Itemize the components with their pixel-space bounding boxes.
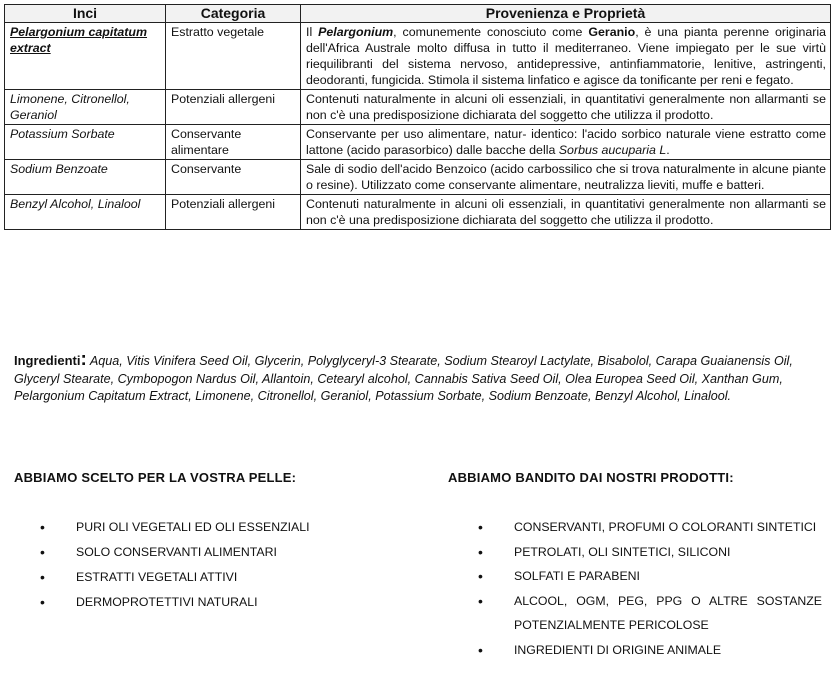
banned-title: ABBIAMO BANDITO DAI NOSTRI PRODOTTI:	[448, 470, 734, 485]
category: Estratto vegetale	[166, 23, 301, 90]
list-item	[40, 565, 400, 590]
bullet-icon: •	[478, 568, 483, 584]
list-item	[478, 589, 822, 638]
category: Potenziali allergeni	[166, 195, 301, 230]
inci-name: Benzyl Alcohol, Linalool	[5, 195, 166, 230]
list-item-text: PETROLATI, OLI SINTETICI, SILICONI	[514, 544, 731, 559]
description-emphasis: Pelargonium	[318, 25, 394, 39]
bullet-icon: •	[478, 543, 483, 560]
list-item	[478, 638, 822, 663]
inci-table	[4, 4, 831, 230]
list-item-text: SOLO CONSERVANTI ALIMENTARI	[76, 545, 277, 559]
bullet-icon: •	[478, 641, 483, 658]
list-item	[478, 540, 822, 565]
bullet-icon: •	[40, 544, 45, 560]
ingredients-paragraph	[14, 351, 822, 406]
category: Conservante alimentare	[166, 125, 301, 160]
category: Potenziali allergeni	[166, 90, 301, 125]
list-item-text: SOLFATI E PARABENI	[514, 569, 640, 583]
table-row	[5, 23, 831, 90]
header-categoria: Categoria	[166, 5, 301, 23]
list-item	[40, 590, 400, 615]
list-item-text: INGREDIENTI DI ORIGINE ANIMALE	[514, 642, 722, 657]
description: Contenuti naturalmente in alcuni oli essenziali, in quantitativi generalmente non allarmanti se non c'è una predisposizione dichiarata del soggetto che utilizza il prodotto.	[301, 90, 831, 125]
description-text: , comunemente conosciuto come	[393, 25, 589, 39]
bullet-icon: •	[478, 592, 483, 609]
description	[301, 125, 831, 160]
list-item-text: DERMOPROTETTIVI NATURALI	[76, 595, 258, 609]
bullet-icon: •	[40, 519, 45, 535]
header-inci: Inci	[5, 5, 166, 23]
bullet-icon: •	[478, 519, 483, 535]
description: Sale di sodio dell'acido Benzoico (acido carbossilico che si trova naturalmente in alcune piante o resine). Utilizzato come conservante alimentare, neutralizza lieviti, muffe e batteri.	[301, 160, 831, 195]
chosen-list	[40, 515, 400, 615]
inci-name: Pelargonium capitatum extract	[5, 23, 166, 90]
list-item	[478, 515, 822, 540]
table-row	[5, 90, 831, 125]
ingredients-list: Aqua, Vitis Vinifera Seed Oil, Glycerin, Polyglyceryl-3 Stearate, Sodium Stearoyl Lactylate, Bisabolol, Carapa Guaianensis Oil, Glyceryl Stearate, Cymbopogon Nardus Oil, Allantoin, Cetearyl alcohol, Cannabis Sativa Seed Oil, Olea Europea Seed Oil, Xanthan Gum, Pelargonium Capitatum Extract, Limonene, Citronellol, Geraniol, Potassium Sorbate, Sodium Benzoate, Benzyl Alcohol, Linalool.	[14, 354, 793, 403]
description: Contenuti naturalmente in alcuni oli essenziali, in quantitativi generalmente non allarmanti se non c'è una predisposizione dichiarata del soggetto che utilizza il prodotto.	[301, 195, 831, 230]
bullet-icon: •	[40, 594, 45, 610]
description-text: Il	[306, 25, 319, 39]
inci-name: Limonene, Citronellol, Geraniol	[5, 90, 166, 125]
list-item-text: ESTRATTI VEGETALI ATTIVI	[76, 570, 238, 584]
banned-list	[478, 515, 822, 662]
description-text: , è una pianta perenne originaria dell'Africa Australe molto diffusa in tutto il mediterraneo. Viene impiegato per le sue virtù riequilibranti del sistema nervoso, antidepressive, antinfiammatorie, lenitive, astringenti, deodoranti, fungicida. Stimola il sistema linfatico e agisce da tonificante per reni e fegato.	[306, 25, 826, 87]
bullet-icon: •	[40, 569, 45, 585]
table-row	[5, 195, 831, 230]
description-emphasis: Sorbus aucuparia L	[558, 143, 667, 157]
list-item	[40, 515, 400, 540]
ingredients-label: Ingredienti	[14, 353, 81, 368]
list-item	[478, 564, 822, 589]
table-row	[5, 125, 831, 160]
category: Conservante	[166, 160, 301, 195]
description-text: .	[666, 143, 670, 157]
list-item-text: ALCOOL, OGM, PEG, PPG O ALTRE SOSTANZE POTENZIALMENTE PERICOLOSE	[514, 593, 822, 632]
header-provenienza: Provenienza e Proprietà	[301, 5, 831, 23]
inci-name: Sodium Benzoate	[5, 160, 166, 195]
ingredients-colon: :	[80, 349, 87, 370]
list-item	[40, 540, 400, 565]
chosen-title: ABBIAMO SCELTO PER LA VOSTRA PELLE:	[14, 470, 297, 485]
description	[301, 23, 831, 90]
list-item-text: CONSERVANTI, PROFUMI O COLORANTI SINTETICI	[514, 520, 817, 534]
table-header-row	[5, 5, 831, 23]
description-emphasis: Geranio	[588, 25, 636, 39]
list-item-text: PURI OLI VEGETALI ED OLI ESSENZIALI	[76, 520, 310, 534]
inci-name: Potassium Sorbate	[5, 125, 166, 160]
table-row	[5, 160, 831, 195]
description-text: Conservante per uso alimentare, natur- identico: l'acido sorbico naturale viene estratto come lattone (acido parasorbico) dalle bacche della	[306, 127, 826, 157]
